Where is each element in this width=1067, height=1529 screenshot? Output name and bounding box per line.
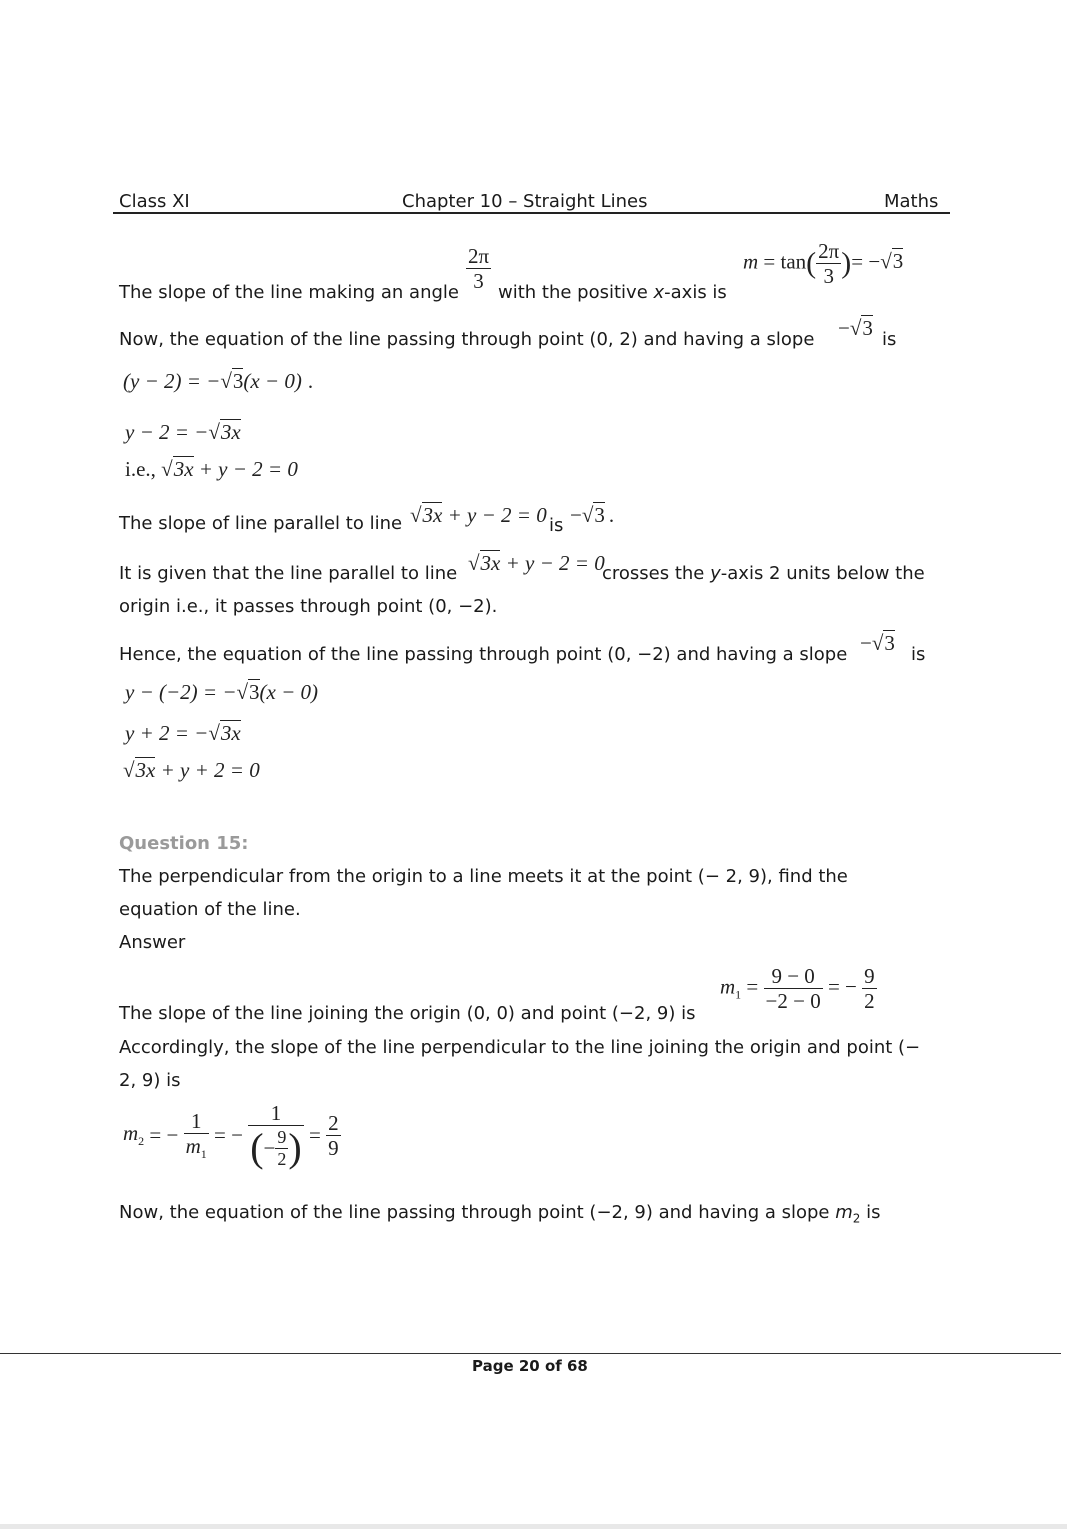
angle-fraction: $\frac{2\pi}{3}$ — [468, 244, 490, 294]
slope-formula: m = tan( $\frac{2\pi}{3}$ )= −√3 — [743, 239, 904, 289]
equation-4: y − (−2) = −√3(x − 0) — [125, 680, 319, 704]
m2-formula: $m_2$ = − $\frac{1}{m_1}$ = − 1 (− $\frac{9}{2}$ ) = $\frac{2}{9}$ — [123, 1101, 339, 1171]
angle-sentence: The slope of the line making an angle — [119, 282, 459, 303]
question-15-text-l1: The perpendicular from the origin to a line meets it at the point (− 2, 9), find the — [119, 866, 848, 887]
page-bottom-band — [0, 1524, 1067, 1529]
page-number: Page 20 of 68 — [472, 1357, 588, 1375]
perpendicular-sentence-l2: 2, 9) is — [119, 1070, 181, 1091]
footer-rule — [0, 1353, 1061, 1354]
m1-sentence: The slope of the line joining the origin (0, 0) and point (−2, 9) is — [119, 1003, 696, 1024]
question-15-heading: Question 15: — [119, 833, 249, 854]
given-sentence-line2: origin i.e., it passes through point (0, −2). — [119, 596, 498, 617]
is-label: is — [882, 329, 897, 350]
question-15-text-l2: equation of the line. — [119, 899, 301, 920]
is-label: is — [549, 515, 564, 536]
equation-2: y − 2 = −√3x — [125, 420, 241, 444]
header-class: Class XI — [119, 191, 190, 212]
slope-value: −√3 — [838, 316, 873, 340]
given-sentence: It is given that the line parallel to line — [119, 563, 458, 584]
is-label: is — [911, 644, 926, 665]
hence-slope-value: −√3 — [860, 631, 895, 655]
given-line-eq: √3x + y − 2 = 0 — [468, 551, 605, 575]
given-sentence-end: crosses the y-axis 2 units below the — [602, 563, 925, 584]
header-rule — [113, 212, 950, 214]
parallel-slope-value: −√3 . — [570, 503, 615, 527]
hence-sentence: Hence, the equation of the line passing through point (0, −2) and having a slope — [119, 644, 848, 665]
final-sentence: Now, the equation of the line passing through point (−2, 9) and having a slope $m_2$ is — [119, 1202, 881, 1226]
header-chapter: Chapter 10 – Straight Lines — [402, 191, 648, 212]
perpendicular-sentence-l1: Accordingly, the slope of the line perpendicular to the line joining the origin and point (− — [119, 1037, 921, 1058]
equation-1: (y − 2) = −√3(x − 0) . — [123, 369, 314, 393]
equation-6: √3x + y + 2 = 0 — [123, 758, 260, 782]
equation-5: y + 2 = −√3x — [125, 721, 241, 745]
parallel-slope-sentence: The slope of line parallel to line — [119, 513, 403, 534]
m1-formula: $m_1$ = $\frac{9 - 0}{-2 - 0}$ = − $\frac{9}{2}$ — [720, 964, 875, 1014]
angle-sentence-end: with the positive x-axis is — [498, 282, 727, 303]
answer-label: Answer — [119, 932, 186, 953]
equation-intro: Now, the equation of the line passing through point (0, 2) and having a slope — [119, 329, 815, 350]
header-subject: Maths — [884, 191, 939, 212]
parallel-line-eq: √3x + y − 2 = 0 — [410, 503, 547, 527]
equation-3: i.e., √3x + y − 2 = 0 — [125, 457, 298, 481]
